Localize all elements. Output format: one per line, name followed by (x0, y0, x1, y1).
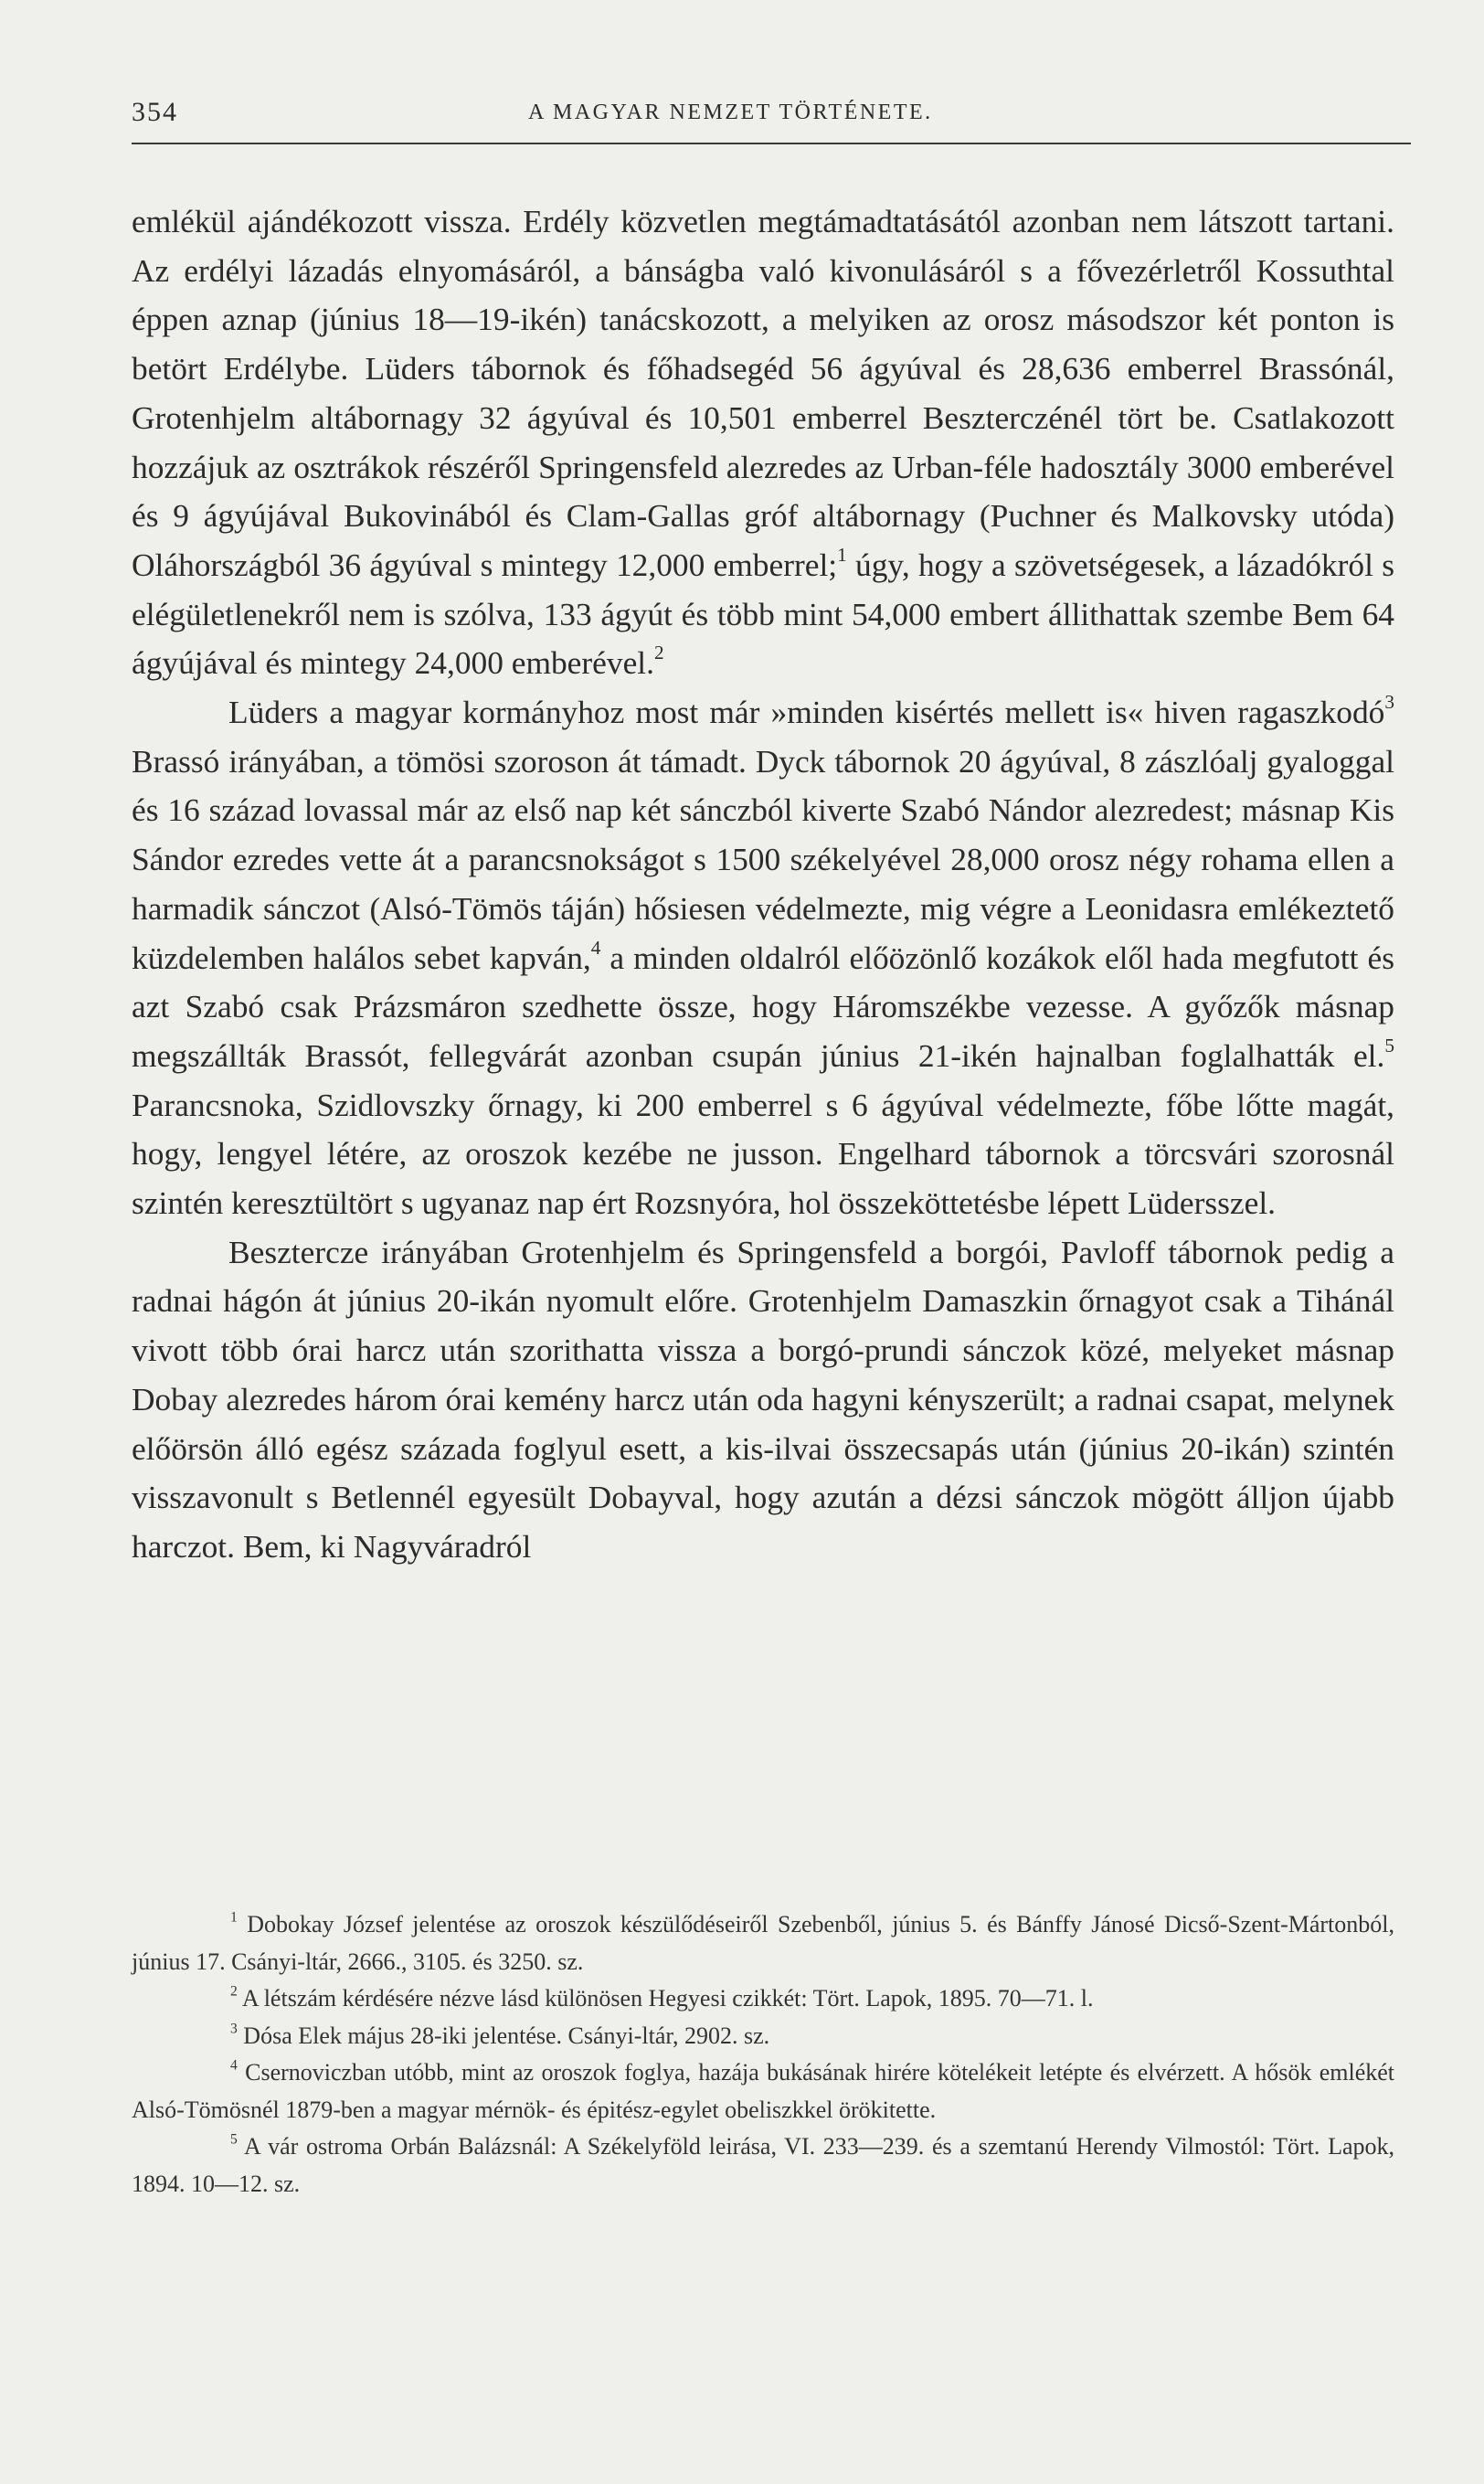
paragraph-3: Besztercze irányában Grotenhjelm és Springensfeld a borgói, Pavloff tábornok pedig a radnai hágón át június 20-ikán nyomult előre. Grotenhjelm Damaszkin őrnagyot csak a Tihánál vivott több órai harcz után szorithatta vissza a borgó-prundi sánczok közé, melyeket másnap Dobay alezredes három órai kemény harcz után oda hagyni kényszerült; a radnai csapat, melynek előörsön álló egész százada foglyul esett, a kis-ilvai összecsapás után (június 20-ikán) szintén visszavonult s Betlennél egyesült Dobayval, hogy azután a dézsi sánczok mögött álljon újabb harczot. Bem, ki Nagyváradról (132, 1233, 1394, 1565)
paragraph-2: Lüders a magyar kormányhoz most már »minden kisértés mellett is« hiven ragaszkodó$^3$ Brassó irányában, a tömösi szoroson át támadt. Dyck tábornok 20 ágyúval, 8 zászlóalj gyaloggal és 16 század lovassal már az első nap két sánczból kiverte Szabó Nándor alezredest; másnap Kis Sándor ezredes vette át a parancsnokságot s 1500 székelyével 28,000 orosz négy rohama ellen a harmadik sánczot (Alsó-Tömös táján) hősiesen védelmezte, mig végre a Leonidasra emlékeztető küzdelemben halálos sebet kapván,$^4$ a minden oldalról előözönlő kozákok elől hada megfutott és azt Szabó csak Prázsmáron szedhette össze, hogy Háromszékbe vezesse. A győzők másnap megszállták Brassót, fellegvárát azonban csupán június 21-ikén hajnalban foglalhatták el.$^5$ Parancsnoka, Szidlovszky őrnagy, ki 200 emberrel s 6 ágyúval védelmezte, főbe lőtte magát, hogy, lengyel létére, az oroszok kezébe ne jusson. Engelhard tábornok a törcsvári szorosnál szintén keresztültört s ugyanaz nap ért Rozsnyóra, hol összeköttetésbe lépett Lüdersszel. (132, 691, 1395, 1222)
footnote-2: $^2$ A létszám kérdésére nézve lásd különösen Hegyesi czikkét: Tört. Lapok, 1895. 70—71. l. (230, 1983, 1094, 2012)
footnote-number: 3 (230, 2020, 238, 2036)
footnotes (132, 1906, 1394, 2203)
footnote-number: 2 (230, 1983, 238, 2000)
footnote-ref-5: 5 (1384, 1035, 1394, 1057)
footnote-number: 5 (230, 2131, 238, 2148)
footnote-ref-2: 2 (653, 642, 664, 664)
footnote-ref-4: 4 (590, 936, 601, 959)
footnote-number: 4 (230, 2057, 238, 2074)
footnote-1: $^1$ Dobokay József jelentése az oroszok készülődéseiről Szebenből, június 5. és Bánffy Jánosé Dicső-Szent-Mártonból, június 17. Csányi-ltár, 2666., 3105. és 3250. sz. (132, 1909, 1394, 1975)
footnote-ref-1: 1 (837, 544, 847, 566)
page-header (132, 91, 1411, 143)
footnote-ref-3: 3 (1384, 691, 1394, 714)
main-text (132, 197, 1394, 1572)
footnote-number: 1 (230, 1909, 238, 1926)
header-rule (132, 143, 1411, 144)
page-number: 354 (132, 97, 178, 127)
footnote-5: $^5$ A vár ostroma Orbán Balázsnál: A Székelyföld leirása, VI. 233—239. és a szemtanú Herendy Vilmostól: Tört. Lapok, 1894. 10—12. sz. (132, 2131, 1394, 2197)
footnote-4: $^4$ Csernoviczban utóbb, mint az oroszok foglya, hazája bukásának hirére kötelékeit letépte és elvérzett. A hősök emlékét Alsó-Tömösnél 1879-ben a magyar mérnök- és épitész-egylet obeliszkkel örökitette. (132, 2057, 1394, 2123)
paragraph-1: emlékül ajándékozott vissza. Erdély közvetlen megtámadtatásától azonban nem látszott tartani. Az erdélyi lázadás elnyomásáról, a bánságba való kivonulásáról s a fővezérletről Kossuthtal éppen aznap (június 18—19-ikén) tanácskozott, a melyiken az orosz másodszor két ponton is betört Erdélybe. Lüders tábornok és főhadsegéd 56 ágyúval és 28,636 emberrel Brassónál, Grotenhjelm altábornagy 32 ágyúval és 10,501 emberrel Beszterczénél tört be. Csatlakozott hozzájuk az osztrákok részéről Springensfeld alezredes az Urban-féle hadosztály 3000 emberével és 9 ágyújával Bukovinából és Clam-Gallas gróf altábornagy (Puchner és Malkovsky utóda) Oláhországból 36 ágyúval s mintegy 12,000 emberrel;$^1$ úgy, hogy a szövetségesek, a lázadókról s elégületlenekről nem is szólva, 133 ágyút és több mint 54,000 embert állithattak szembe Bem 64 ágyújával és mintegy 24,000 emberével.$^2$ (132, 203, 1394, 682)
running-head: A MAGYAR NEMZET TÖRTÉNETE. (528, 101, 933, 124)
footnote-3: $^3$ Dósa Elek május 28-iki jelentése. Csányi-ltár, 2902. sz. (230, 2020, 770, 2049)
